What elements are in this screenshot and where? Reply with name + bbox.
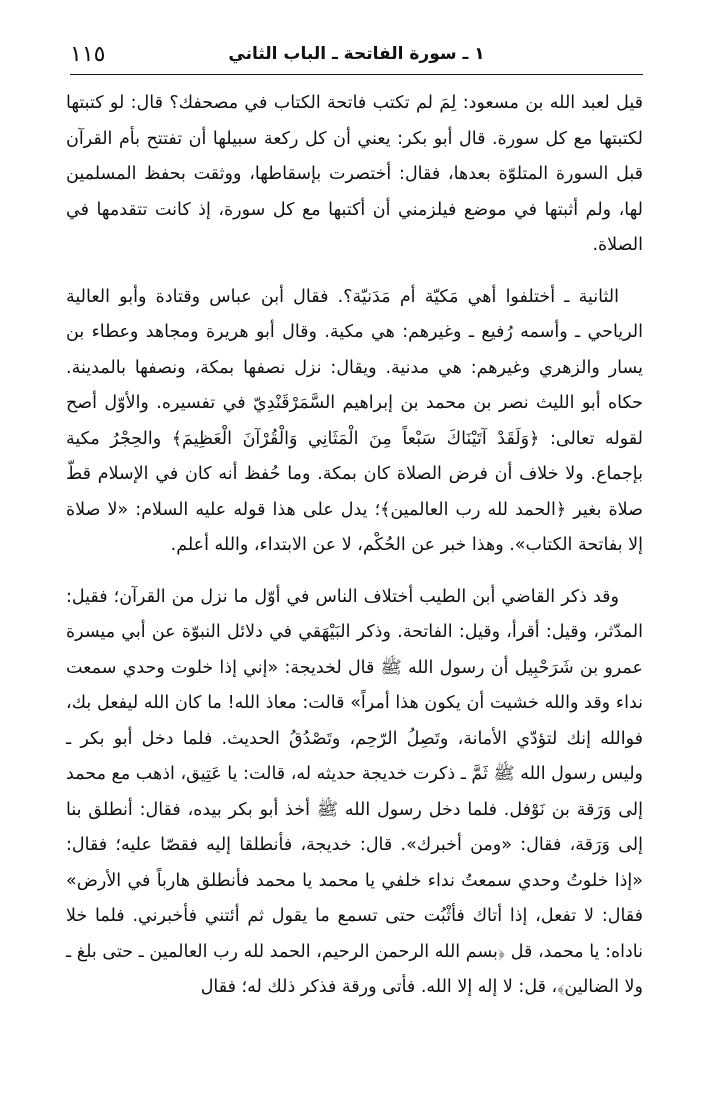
page-header xyxy=(70,40,643,75)
paragraph-1: قيل لعبد الله بن مسعود: لِمَ لم تكتب فاتحة الكتاب في مصحفك؟ قال: لو كتبتها لكتبتها مع كل سورة. قال أبو بكر: يعني أن كل ركعة سبيلها أن تفتتح بأم القرآن قبل السورة المتلوّة بعدها، فقال: أختصرت بإسقاطها، ووثقت بحفظ المسلمين لها، ولم أثبتها في موضع فيلزمني أن أكتبها مع كل سورة، إذ كانت تتقدمها في الصلاة. xyxy=(66,93,643,255)
paragraph-2: الثانية ـ أختلفوا أهي مَكيّة أم مَدَنيّة؟. فقال أبن عباس وقتادة وأبو العالية الرياحي ـ وأسمه رُفيع ـ وغيرهم: هي مكية. وقال أبو هريرة ومجاهد وعطاء بن يسار والزهري وغيرهم: هي مدنية. ويقال: نزل نصفها بمكة، ونصفها بالمدينة. حكاه أبو الليث نصر بن محمد بن إبراهيم السَّمَرْقَنْدِيّ في تفسيره. والأوّل أصح لقوله تعالى: ﴿وَلَقَدْ آتَيْنَاكَ سَبْعاً مِنَ الْمَثَانِي وَالْقُرْآنَ الْعَظِيمَ﴾ والحِجْرُ مكية بإجماع. ولا خلاف أن فرض الصلاة كان بمكة. وما حُفظ أنه كان في الإسلام قطّ صلاة بغير ﴿الحمد لله رب العالمين﴾؛ يدل على هذا قوله عليه السلام: «لا صلاة إلا بفاتحة الكتاب». وهذا خبر عن الحُكْم، لا عن الابتداء، والله أعلم. xyxy=(66,286,643,555)
paragraph-3: وقد ذكر القاضي أبن الطيب أختلاف الناس في أوّل ما نزل من القرآن؛ فقيل: المدّثر، وقيل: أقرأ، وقيل: الفاتحة. وذكر البَيْهَقي في دلائل النبوّة عن أبي ميسرة عمرو بن شَرَحْبِيل أن رسول الله ﷺ قال لخديجة: «إني إذا خلوت وحدي سمعت نداء وقد والله خشيت أن يكون هذا أمراً» قالت: معاذ الله! ما كان الله ليفعل بك، فوالله إنك لتؤدّي الأمانة، وتَصِلُ الرّحِم، وتَصْدُقُ الحديث. فلما دخل أبو بكر ـ وليس رسول الله ﷺ ثَمَّ ـ ذكرت خديجة حديثه له، قالت: يا عَتِيق، اذهب مع محمد إلى وَرَقة بن نَوْفل. فلما دخل رسول الله ﷺ أخذ أبو بكر بيده، فقال: أنطلق بنا إلى وَرَقة، فقال: «ومن أخبرك». قال: خديجة، فأنطلقا إليه فقصّا عليه؛ فقال: «إذا خلوتُ وحدي سمعتُ نداء خلفي يا محمد يا محمد فأنطلق هارباً في الأرض» فقال: لا تفعل، إذا أتاك فأثْبُت حتى تسمع ما يقول ثم أئتني فأخبرني. فلما خلا ناداه: يا محمد، قل ﴿بسم الله الرحمن الرحيم، الحمد لله رب العالمين ـ حتى بلغ ـ ولا الضالين﴾، قل: لا إله إلا الله. فأتى ورقة فذكر ذلك له؛ فقال xyxy=(66,586,643,997)
running-title: ١ ـ سورة الفاتحة ـ الباب الثاني xyxy=(228,44,485,64)
page-number: ١١٥ xyxy=(70,42,106,67)
body-text xyxy=(66,86,643,1022)
